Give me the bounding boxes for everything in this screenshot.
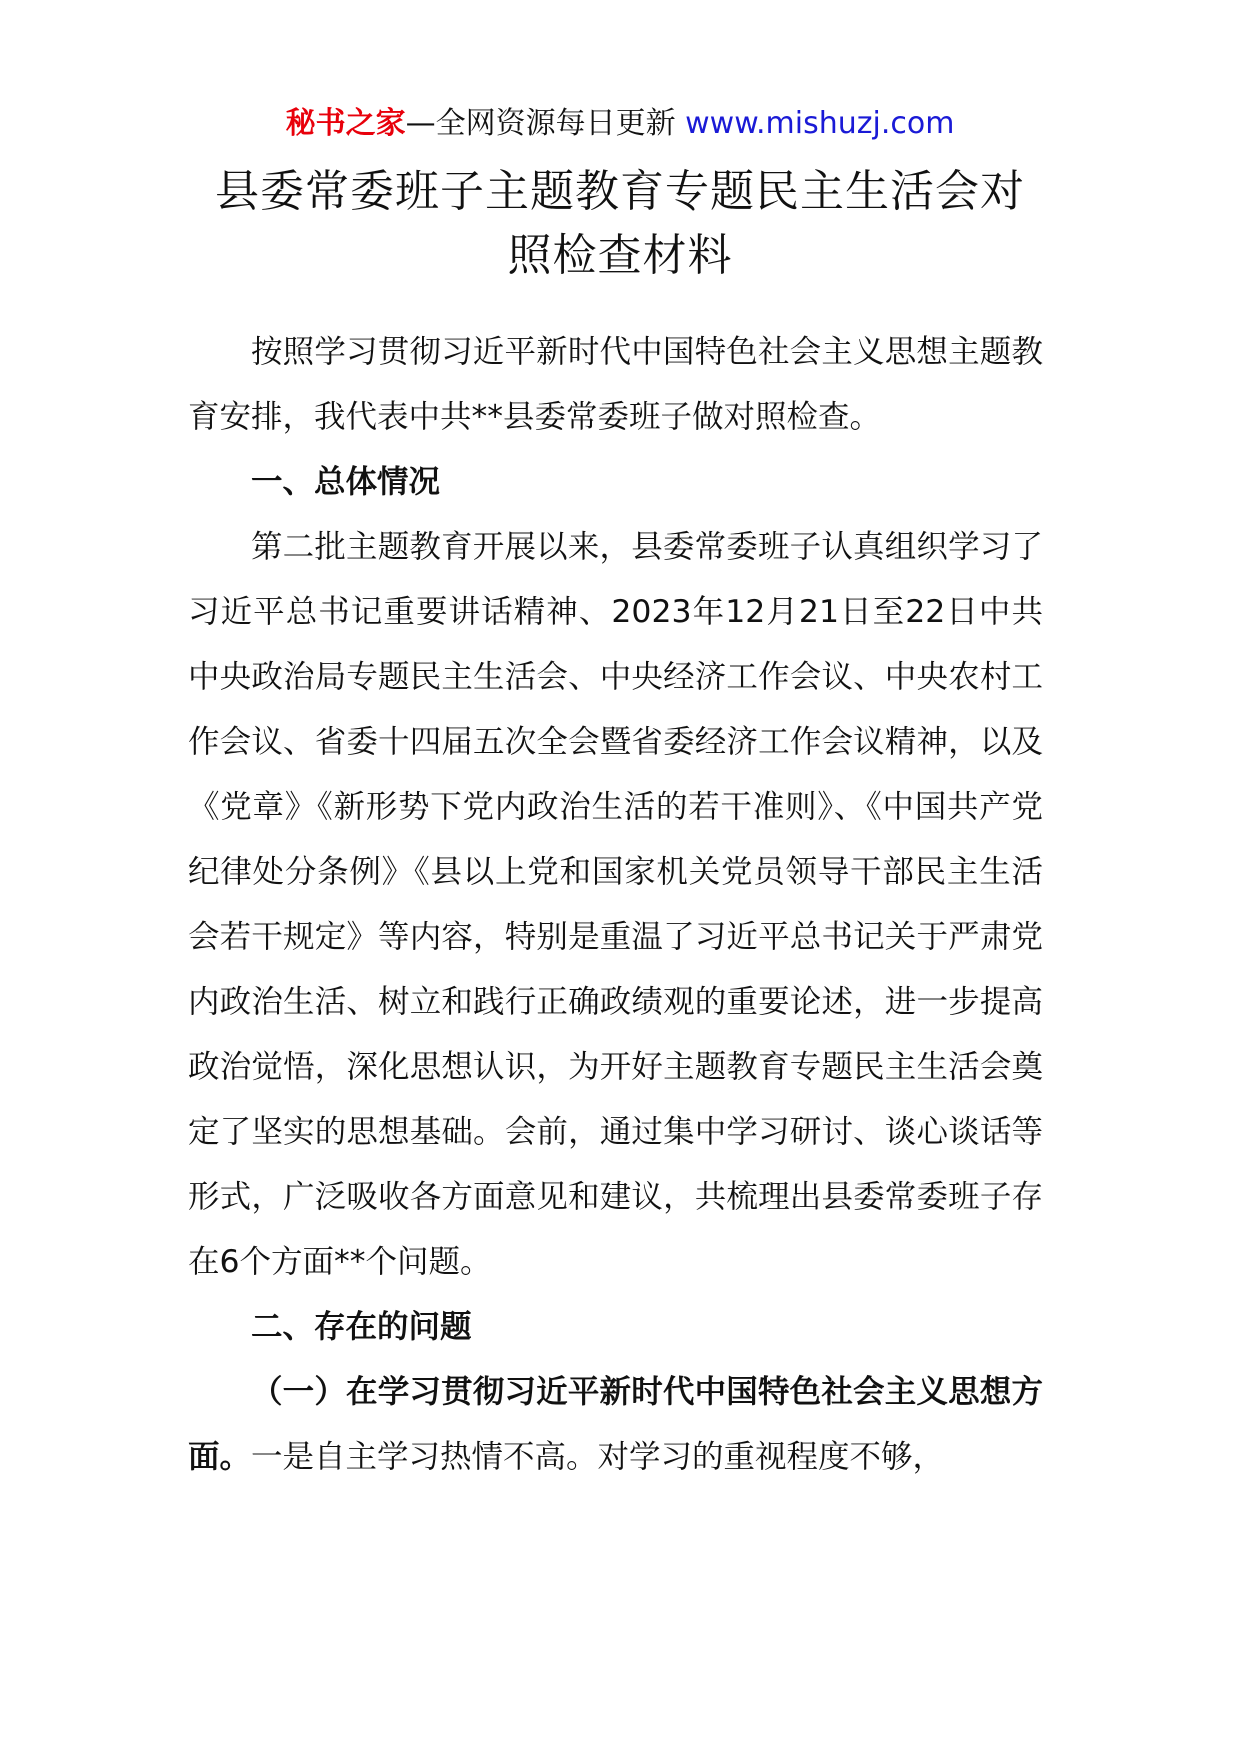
title-line-1: 县委常委班子主题教育专题民主生活会对	[215, 166, 1025, 217]
title-line-2: 照检查材料	[507, 230, 733, 281]
subsection-1-text: 一是自主学习热情不高。对学习的重视程度不够，	[251, 1439, 945, 1475]
header-tagline: —全网资源每日更新	[405, 106, 676, 141]
section-1-paragraph: 第二批主题教育开展以来，县委常委班子认真组织学习了习近平总书记重要讲话精神、2023年12月21日至22日中共中央政治局专题民主生活会、中央经济工作会议、中央农村工作会议、省委十四届五次全会暨省委经济工作会议精神，以及《党章》《新形势下党内政治生活的若干准则》、《中国共产党纪律处分条例》《县以上党和国家机关党员领导干部民主生活会若干规定》等内容，特别是重温了习近平总书记关于严肃党内政治生活、树立和践行正确政绩观的重要论述，进一步提高政治觉悟，深化思想认识，为开好主题教育专题民主生活会奠定了坚实的思想基础。会前，通过集中学习研讨、谈心谈话等形式，广泛吸收各方面意见和建议，共梳理出县委常委班子存在6个方面**个问题。	[188, 529, 1043, 1280]
section-2-heading: 二、存在的问题	[251, 1309, 472, 1345]
site-url[interactable]: www.mishuzj.com	[685, 106, 955, 141]
intro-paragraph: 按照学习贯彻习近平新时代中国特色社会主义思想主题教育安排，我代表中共**县委常委班子做对照检查。	[188, 334, 1043, 435]
subsection-1-heading: （一）在学习贯彻习近平新时代中国特色社会主义思想方面。	[188, 1374, 1043, 1475]
subsection-1-paragraph	[188, 1360, 1043, 1490]
header-banner	[0, 100, 1240, 148]
document-title	[160, 160, 1080, 288]
section-1-heading: 一、总体情况	[251, 464, 441, 500]
brand-name: 秘书之家	[285, 106, 406, 141]
document-body	[188, 320, 1043, 1490]
